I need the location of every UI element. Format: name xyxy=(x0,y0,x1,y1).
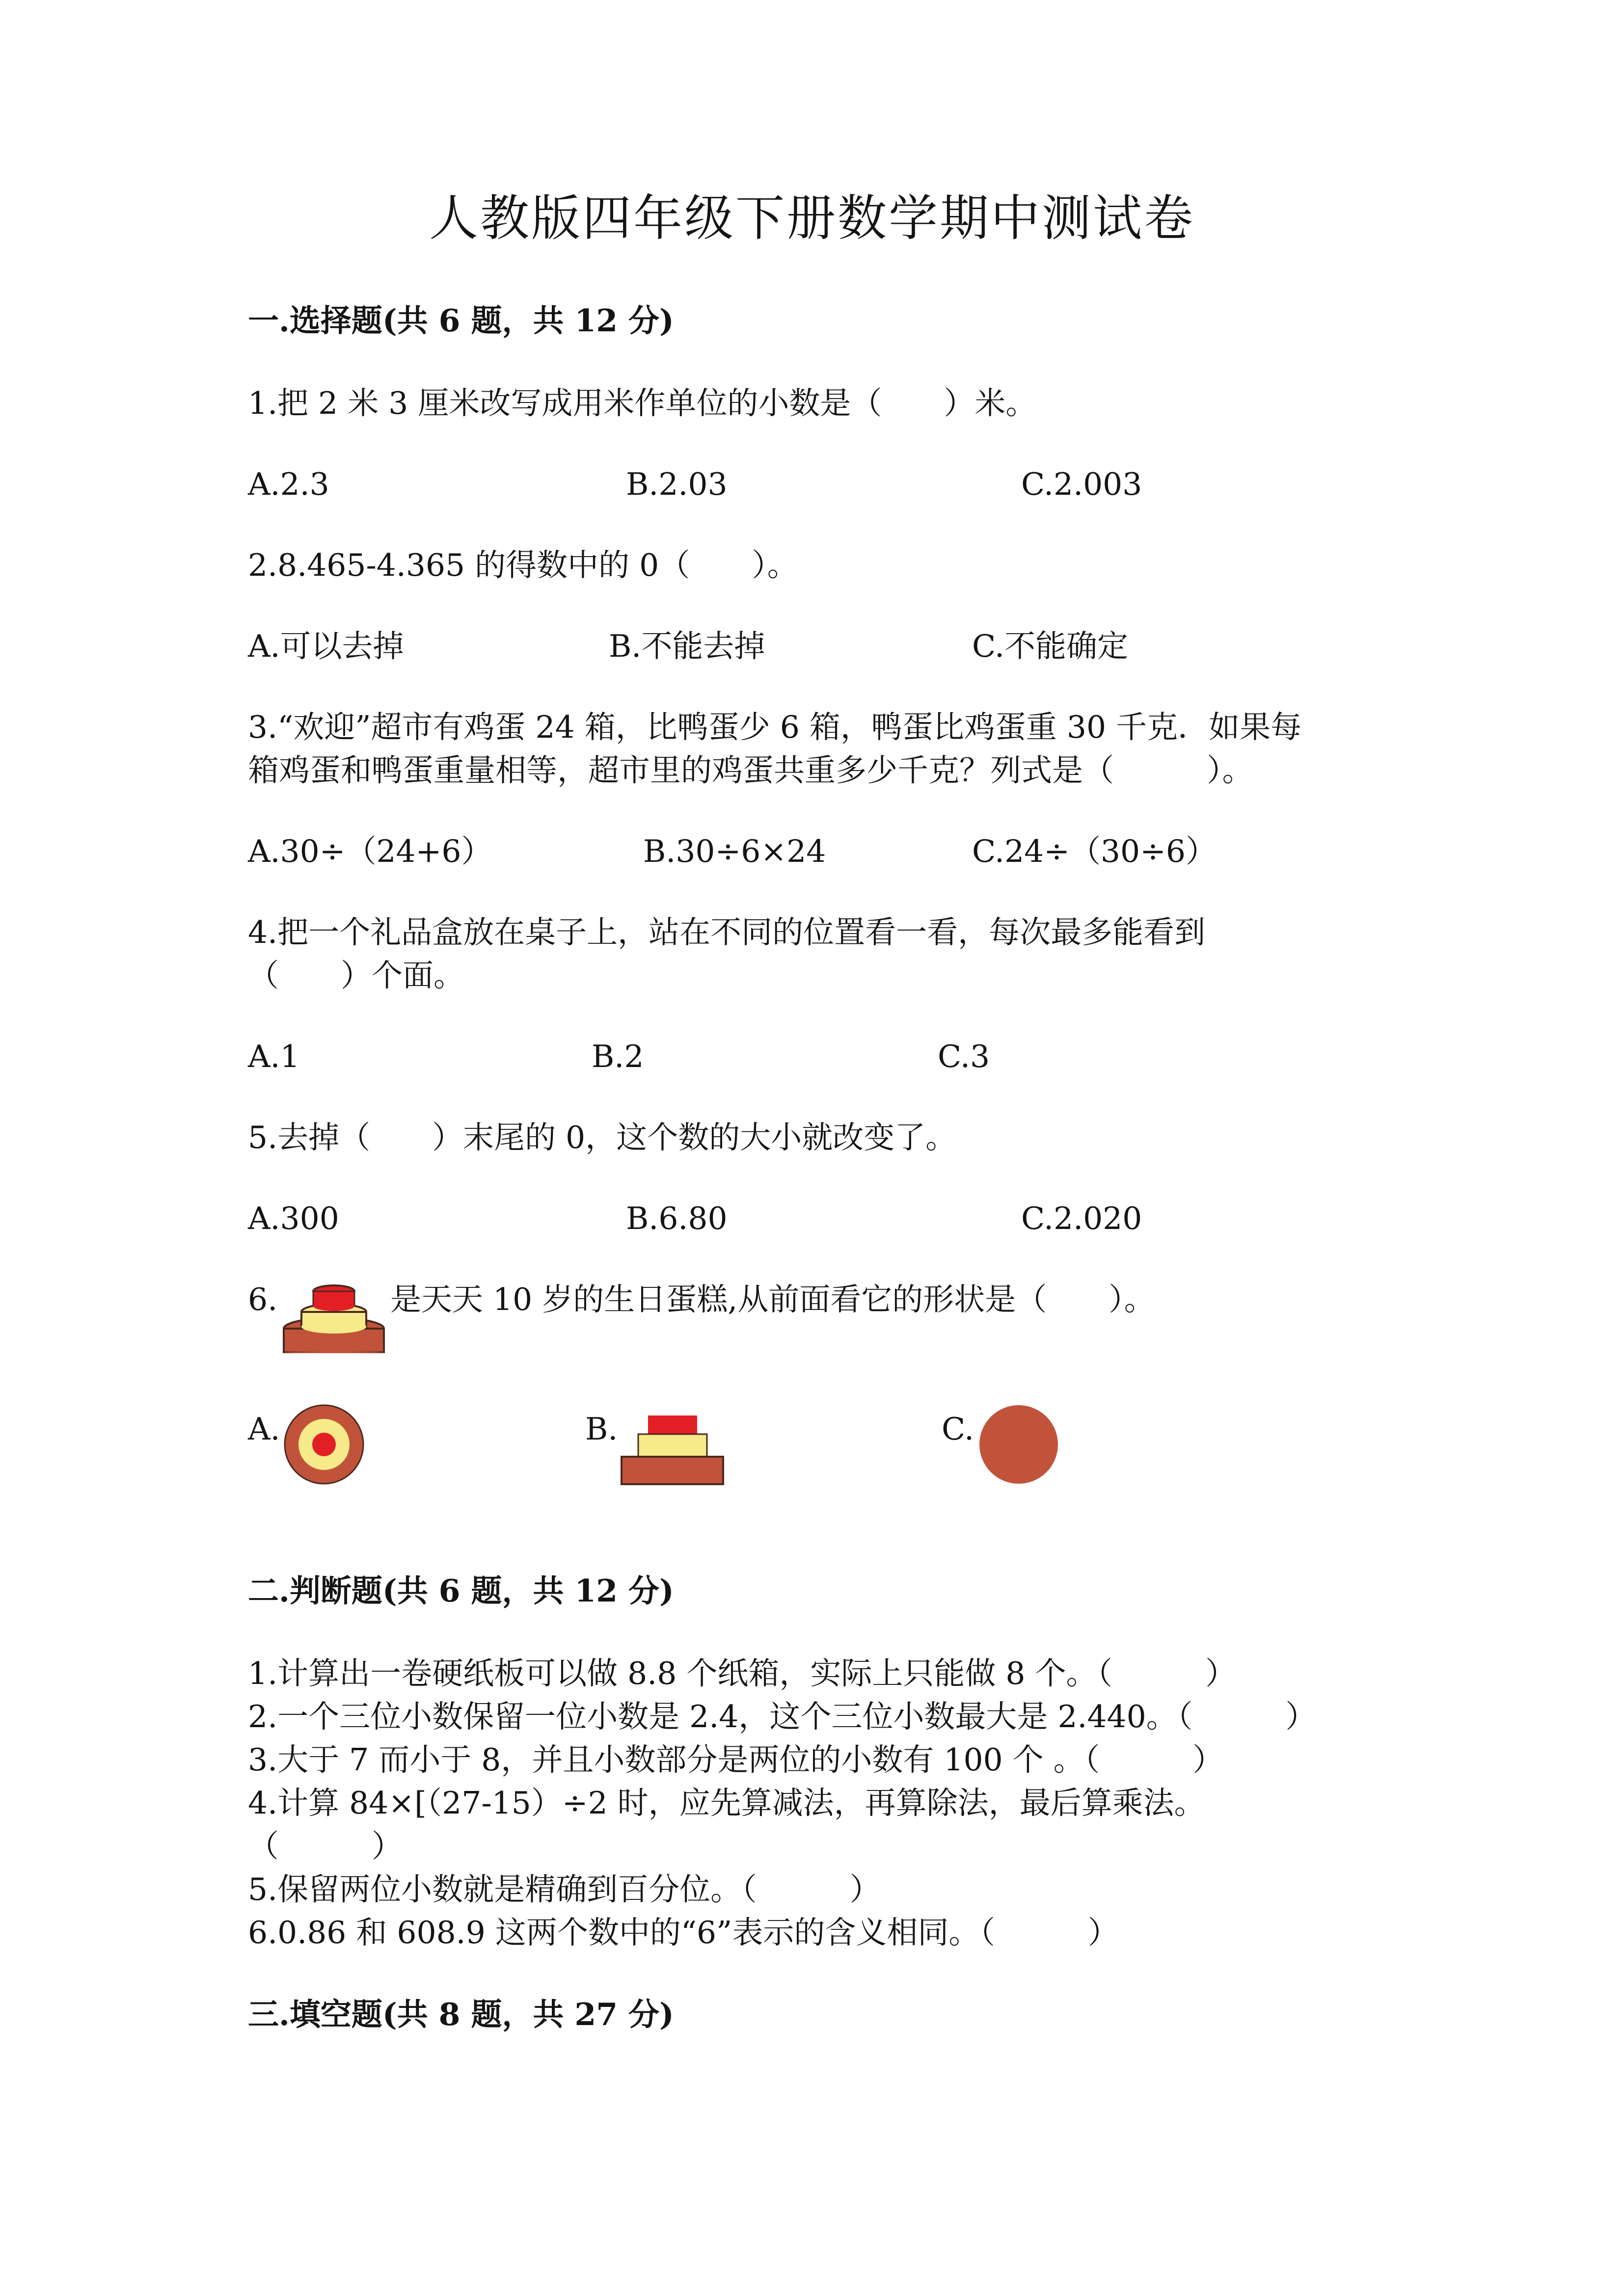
judge-item-3: 3.大于 7 而小于 8，并且小数部分是两位的小数有 100 个 。（ ） xyxy=(248,1742,1224,1778)
question-4-option-c: C.3 xyxy=(938,1039,990,1074)
page-title: 人教版四年级下册数学期中测试卷 xyxy=(429,189,1195,247)
judge-item-4-blank: （ ） xyxy=(248,1828,403,1864)
question-5-option-c: C.2.020 xyxy=(1021,1201,1142,1236)
question-3-stem-line1: 3.“欢迎”超市有鸡蛋 24 箱，比鸭蛋少 6 箱，鸭蛋比鸡蛋重 30 千克．如果每 xyxy=(248,709,1302,745)
question-2-option-b: B.不能去掉 xyxy=(609,628,765,664)
judge-item-2: 2.一个三位小数保留一位小数是 2.4，这个三位小数最大是 2.440。（ ） xyxy=(248,1699,1317,1735)
question-6-option-a-label: A. xyxy=(248,1411,280,1447)
question-2-stem: 2.8.465-4.365 的得数中的 0（ ）。 xyxy=(248,547,798,583)
section-heading-judge: 二.判断题(共 6 题，共 12 分) xyxy=(248,1573,674,1609)
section-heading-fill: 三.填空题(共 8 题，共 27 分) xyxy=(248,1996,674,2032)
question-3-option-b: B.30÷6×24 xyxy=(643,833,826,869)
question-1-option-b: B.2.03 xyxy=(626,466,728,502)
question-1-option-c: C.2.003 xyxy=(1021,466,1142,502)
judge-item-1: 1.计算出一卷硬纸板可以做 8.8 个纸箱，实际上只能做 8 个。（ ） xyxy=(248,1655,1236,1691)
question-3-option-a: A.30÷（24+6） xyxy=(248,833,492,869)
brown-circle-image xyxy=(977,1403,1060,1486)
question-5-option-a: A.300 xyxy=(248,1201,339,1236)
question-1-stem: 1.把 2 米 3 厘米改写成用米作单位的小数是（ ）米。 xyxy=(248,385,1037,421)
judge-item-5: 5.保留两位小数就是精确到百分位。（ ） xyxy=(248,1871,881,1907)
question-3-stem-line2: 箱鸡蛋和鸭蛋重量相等，超市里的鸡蛋共重多少千克？列式是（ ）。 xyxy=(248,752,1253,788)
concentric-circles-image xyxy=(282,1403,366,1486)
question-6-stem: 是天天 10 岁的生日蛋糕,从前面看它的形状是（ ）。 xyxy=(390,1281,1155,1317)
question-5-stem: 5.去掉（ ）末尾的 0，这个数的大小就改变了。 xyxy=(248,1120,957,1155)
question-6-option-c-label: C. xyxy=(942,1411,974,1447)
section-heading-choice: 一.选择题(共 6 题，共 12 分) xyxy=(248,302,674,339)
question-4-stem-line2: （ ）个面。 xyxy=(248,958,464,993)
question-2-option-a: A.可以去掉 xyxy=(248,628,404,664)
question-6-number: 6. xyxy=(248,1281,278,1317)
question-4-option-b: B.2 xyxy=(592,1039,644,1074)
question-1-option-a: A.2.3 xyxy=(248,466,329,502)
stacked-rectangles-image xyxy=(620,1414,725,1487)
question-6-option-b-label: B. xyxy=(585,1411,618,1447)
question-2-option-c: C.不能确定 xyxy=(972,628,1128,664)
question-5-option-b: B.6.80 xyxy=(626,1201,728,1236)
question-4-option-a: A.1 xyxy=(248,1039,300,1074)
question-3-option-c: C.24÷（30÷6） xyxy=(972,833,1217,869)
judge-item-4: 4.计算 84×[（27-15）÷2 时，应先算减法，再算除法，最后算乘法。 xyxy=(248,1785,1205,1821)
judge-item-6: 6.0.86 和 608.9 这两个数中的“6”表示的含义相同。（ ） xyxy=(248,1915,1119,1950)
birthday-cake-image xyxy=(281,1274,389,1357)
question-4-stem-line1: 4.把一个礼品盒放在桌子上，站在不同的位置看一看，每次最多能看到 xyxy=(248,914,1206,950)
